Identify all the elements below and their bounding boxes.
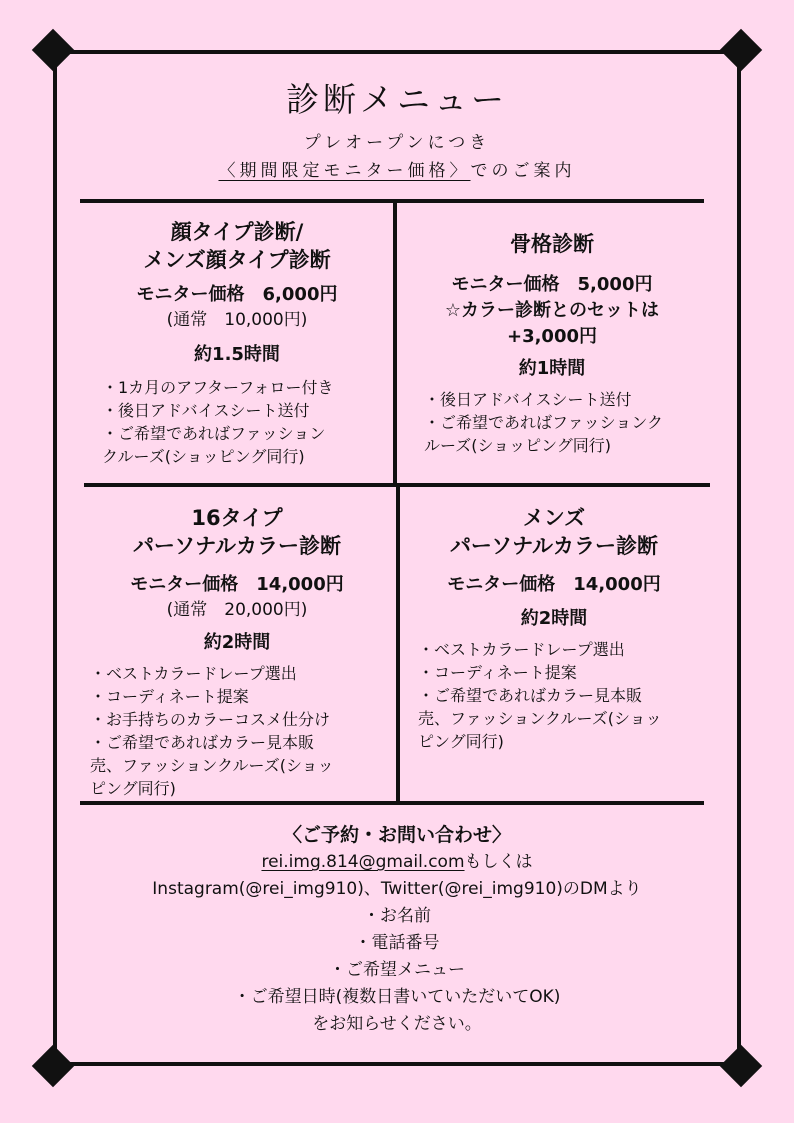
list-item: ・ベストカラードレープ選出 [90,664,297,683]
feature-list [402,388,702,457]
regular-price: (通常 10,000円) [166,310,308,330]
list-item: 売、ファッションクルーズ(ショッ [90,756,334,775]
menu-card-face-type [84,218,390,468]
monitor-price-label: 〈期間限定モニター価格〉 [218,161,471,181]
list-item: ・ご希望であればファッション [102,424,326,443]
menu-title: パーソナルカラー診断 [132,534,342,558]
feature-list [84,376,390,468]
list-item: ・ベストカラードレープ選出 [418,640,625,659]
page-title: 診断メニュー [286,80,508,119]
required-field: ・お名前 [363,906,431,926]
regular-price: (通常 20,000円) [166,600,308,620]
list-item: ・後日アドバイスシート送付 [424,390,632,409]
feature-list [404,638,704,753]
email-line [80,849,714,876]
list-item: ・ご希望であればカラー見本販 [418,686,643,705]
list-item: クルーズ(ショッピング同行) [102,447,305,466]
grid-vertical-line-bottom [396,483,400,805]
price-guide [0,156,794,181]
set-price-note: ☆カラー診断とのセットは [444,300,660,321]
list-item: 売、ファッションクルーズ(ショッ [418,709,662,728]
duration: 約2時間 [203,632,271,653]
list-item: ・ご希望であればファッションク [424,413,664,432]
required-field: ・電話番号 [354,933,440,953]
list-item: ルーズ(ショッピング同行) [424,436,612,455]
menu-title: 16タイプ [191,506,283,530]
closing-text: をお知らせください。 [312,1014,482,1034]
list-item: ピング同行) [418,732,504,751]
grid-vertical-line-top [393,199,397,485]
menu-title: 骨格診断 [510,232,594,256]
monitor-price: モニター価格 14,000円 [130,574,344,595]
contact-section [80,822,714,1038]
menu-title: メンズ [522,506,586,530]
menu-title: パーソナルカラー診断 [449,534,659,558]
guide-suffix: でのご案内 [470,161,576,181]
grid-bottom-line [80,801,704,805]
duration: 約1.5時間 [194,344,280,365]
set-price: +3,000円 [506,326,598,347]
sns-line: Instagram(@rei_img910)、Twitter(@rei_img910)のDMより [152,879,642,899]
list-item: ・コーディネート提案 [90,687,249,706]
list-item: ・ご希望であればカラー見本販 [90,733,315,752]
required-field: ・ご希望メニュー [329,960,465,980]
menu-title: 顔タイプ診断/ [170,220,304,244]
contact-heading: 〈ご予約・お問い合わせ〉 [282,824,511,846]
grid-top-line [80,199,704,203]
menu-title: メンズ顔タイプ診断 [143,248,331,272]
menu-card-16-type-color [84,504,390,800]
duration: 約2時間 [520,608,588,629]
monitor-price: モニター価格 14,000円 [447,574,661,595]
required-field: ・ご希望日時(複数日書いていただいてOK) [233,987,561,1007]
pre-open-notice: プレオープンにつき [303,133,491,153]
list-item: ・コーディネート提案 [418,663,577,682]
list-item: ・後日アドバイスシート送付 [102,401,310,420]
list-item: ・1カ月のアフターフォロー付き [102,378,334,397]
list-item: ピング同行) [90,779,176,798]
monitor-price: モニター価格 6,000円 [136,284,338,305]
monitor-price: モニター価格 5,000円 [451,274,653,295]
email-link[interactable]: rei.img.814@gmail.com [261,852,465,872]
list-item: ・お手持ちのカラーコスメ仕分け [90,710,331,729]
menu-card-skeleton [402,230,702,457]
menu-card-mens-color [404,504,704,753]
duration: 約1時間 [518,358,586,379]
email-suffix: もしくは [464,852,533,872]
feature-list [84,662,390,800]
